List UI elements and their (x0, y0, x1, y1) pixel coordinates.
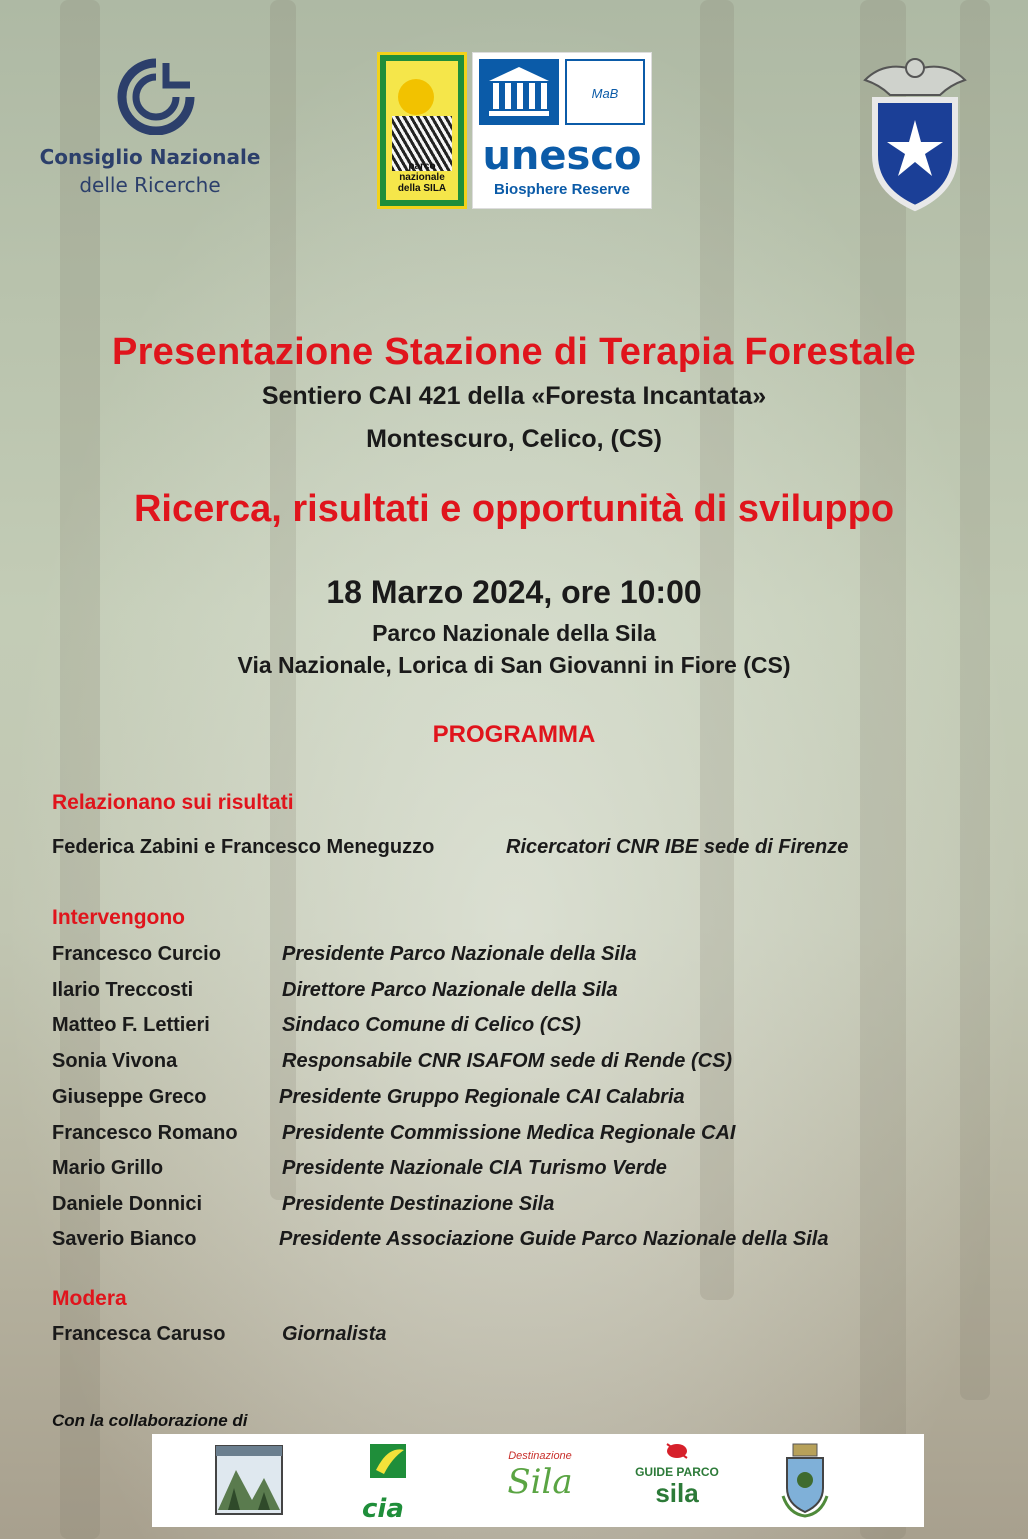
cai-eagle-crest-icon (855, 50, 975, 212)
speaker-row (52, 1155, 992, 1181)
guide-parco-label: GUIDE PARCO (635, 1465, 719, 1479)
speaker-role: Direttore Parco Nazionale della Sila (282, 979, 618, 1001)
destinazione-label: Destinazione (508, 1450, 572, 1462)
tree-trunk (860, 0, 906, 1539)
mountain-landscape-logo-icon (214, 1440, 284, 1520)
speaker-role: Presidente Commissione Medica Regionale CAI (282, 1122, 736, 1144)
event-subtitle-trail: Sentiero CAI 421 della «Foresta Incantata» (261, 382, 767, 410)
unesco-temple-icon (479, 59, 559, 125)
speaker-row (52, 1084, 992, 1110)
speaker-name: Sonia Vivona (52, 1050, 178, 1072)
speaker-row (52, 1048, 992, 1074)
cnr-name-line2: delle Ricerche (79, 173, 221, 197)
destinazione-sila-logo (497, 1440, 583, 1520)
speaker-role: Presidente Gruppo Regionale CAI Calabria (279, 1086, 685, 1108)
collaboration-label: Con la collaborazione di (52, 1411, 248, 1430)
cnr-name-line1: Consiglio Nazionale (39, 145, 261, 169)
mab-label: MaB (565, 59, 645, 125)
speaker-row (52, 1226, 992, 1252)
moderator-role: Giornalista (282, 1323, 387, 1345)
cia-turismo-verde-logo (362, 1440, 422, 1524)
speaker-role: Ricercatori CNR IBE sede di Firenze (506, 836, 849, 858)
speaker-row (52, 1120, 992, 1146)
speaker-role: Presidente Destinazione Sila (282, 1193, 555, 1215)
research-title: Ricerca, risultati e opportunità di sviluppo (133, 488, 895, 530)
partner-logos-band (152, 1434, 924, 1527)
parco-sila-logo (377, 52, 467, 209)
sun-icon (398, 79, 434, 115)
relazionano-row (52, 834, 992, 860)
venue-address: Via Nazionale, Lorica di San Giovanni in Fiore (CS) (237, 652, 791, 678)
venue-name: Parco Nazionale della Sila (372, 620, 656, 646)
programma-heading: PROGRAMMA (432, 721, 596, 748)
speaker-role: Presidente Parco Nazionale della Sila (282, 943, 637, 965)
speaker-row (52, 941, 992, 967)
event-title: Presentazione Stazione di Terapia Forestale (111, 331, 917, 373)
unesco-subtitle: Biosphere Reserve (494, 181, 630, 198)
speaker-row (52, 1012, 992, 1038)
speaker-row (52, 977, 992, 1003)
guide-parco-sila-logo (634, 1440, 720, 1520)
speaker-row (52, 1191, 992, 1217)
event-date: 18 Marzo 2024, ore 10:00 (326, 574, 702, 610)
speaker-name: Federica Zabini e Francesco Meneguzzo (52, 836, 435, 858)
speaker-role: Sindaco Comune di Celico (CS) (282, 1014, 581, 1036)
speaker-name: Francesco Curcio (52, 943, 221, 965)
modera-heading: Modera (52, 1287, 127, 1310)
speaker-name: Giuseppe Greco (52, 1086, 207, 1108)
unesco-wordmark: unesco (482, 133, 642, 179)
intervengono-heading: Intervengono (52, 906, 186, 929)
cia-wordmark: cia (362, 1494, 404, 1524)
cnr-logo (30, 55, 270, 205)
parco-text-line2: nazionale (399, 172, 445, 183)
parco-text-line1: parco (408, 161, 436, 172)
unesco-logo (472, 52, 652, 209)
speaker-name: Daniele Donnici (52, 1193, 203, 1215)
relazionano-heading: Relazionano sui risultati (52, 791, 294, 814)
speaker-role: Presidente Nazionale CIA Turismo Verde (282, 1157, 667, 1179)
speaker-name: Mario Grillo (52, 1157, 164, 1179)
comune-crest-logo-icon (777, 1440, 833, 1520)
cnr-ring-icon (110, 55, 202, 135)
parco-text-line3: della SILA (397, 183, 447, 194)
sila-wordmark: Sila (507, 1462, 573, 1502)
moderator-row (52, 1321, 992, 1347)
beetle-icon (662, 1440, 692, 1460)
cia-leaf-icon (362, 1440, 422, 1490)
speaker-name: Francesco Romano (52, 1122, 238, 1144)
speaker-role: Presidente Associazione Guide Parco Nazionale della Sila (279, 1228, 829, 1250)
speaker-name: Matteo F. Lettieri (52, 1014, 210, 1036)
event-subtitle-location: Montescuro, Celico, (CS) (366, 425, 662, 453)
speaker-name: Saverio Bianco (52, 1228, 197, 1250)
speaker-role: Responsabile CNR ISAFOM sede di Rende (CS) (282, 1050, 733, 1072)
guide-sila-wordmark: sila (655, 1478, 699, 1508)
moderator-name: Francesca Caruso (52, 1323, 226, 1345)
speaker-name: Ilario Treccosti (52, 979, 194, 1001)
